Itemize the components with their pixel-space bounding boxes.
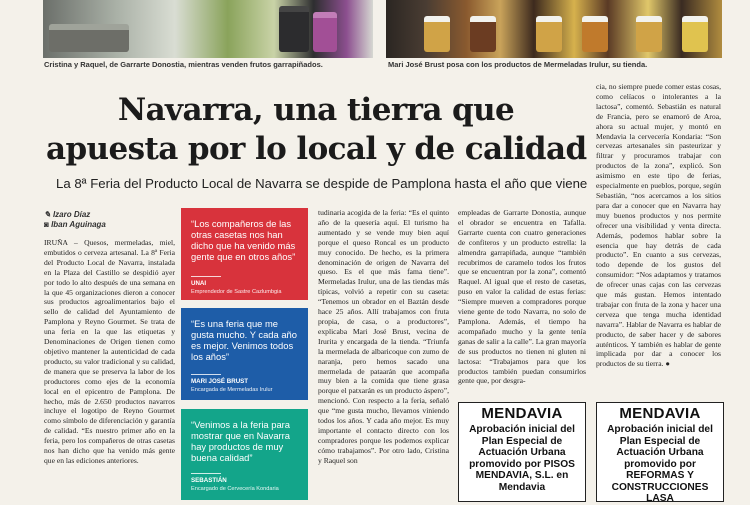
quote-text: “Es una feria que me gusta mucho. Y cada año es mejor. Venimos todos los años” — [191, 318, 297, 362]
quote-box-sebastian — [181, 409, 308, 500]
quote-name: MARI JOSÉ BRUST — [191, 378, 249, 385]
article-column-2: tudinaria acogida de la feria: “Es el quinto año de la quesería aquí. El turismo ha aumentado y se vende muy bien aquí porque el queso Roncal es un producto muy conocido. De hecho, es la primera denominación de origen de Navarra del queso. Es el que más fama tiene”. Mermeladas Irulur, una de las tiendas más típicas, volvió a repetir con su caseta: “Tenemos un obrador en el Baztán desde hace 25 años. Allí trabajamos con fruta propia, de casa, o a productores”, explicaba Mari José Brust, vecina de Irurita y encargada de la tienda. “Triunfa la mermelada de albaricoque con zumo de naranja, pero hemos sacado una mermelada de pataarán que acompaña muy bien a la comida que tiene grasa porque el patxarán es un producto áspero”, mencionó. Con respecto a la feria, señaló que “me gusta mucho, llevamos viniendo todos los años. Y cada año mejor. Es muy importante el contacto directo con los compradores porque les podemos explicar cómo trabajamos”. Por otro lado, Cristina y Raquel son — [318, 208, 449, 465]
headline-line-2: apuesta por lo local y de calidad — [46, 131, 587, 167]
legal-notice-ad-2 — [596, 402, 724, 502]
byline-photographer: ◙ Iban Aguinaga — [44, 220, 106, 229]
quote-box-mari-jose — [181, 308, 308, 400]
article-column-3: empleadas de Garrarte Donostia, aunque el obrador se encuentra en Tafalla. Garrarte cuenta con cuatro generaciones de confiteros y un producto estrella: la almendra garrapiñada, aunque “también recubrimos de caramelo todos los frutos que se encuentran por la zona”, comentó Raquel. Al igual que el resto de casetas, puso en valor la calidad de estas ferias: “Siempre mueven a compradores porque viene gente de todo Navarra, no solo de Pamplona. Además, el tiempo ha acompañado mucho y la gente tenía ganas de salir a la calle”. La gran mayoría de sus productos no tienen ni gluten ni lactosa: “Trabajamos para que los productos también puedan consumirlos gente que, por desgra- — [458, 208, 586, 386]
quote-name: SEBASTIÁN — [191, 477, 227, 484]
ad-body: Aprobación inicial del Plan Especial de Actuación Urbana promovido por PISOS MENDAVIA, S.L. en Mendavia — [469, 424, 575, 493]
quote-text: “Venimos a la feria para mostrar que en Navarra hay productos de muy buena calidad” — [191, 419, 291, 463]
quote-role: Emprendedor de Sastre Cazlumbgia — [191, 289, 282, 295]
article-column-1: IRUÑA – Quesos, mermeladas, miel, embutidos o cerveza artesanal. La 8ª Feria del Producto Local de Navarra, instalada en la Plaza del Castillo se despidió ayer por todo lo alto después de una semana en la que 45 organizaciones dieron a conocer sus productos agroalimentarios bajo el sello de calidad del Ayuntamiento de Pamplona y Reyno Gourmet. Se trata de una feria en la que las etiquetas y Denominaciones de Origen tienen como objetivo mantener la autenticidad de cada producto, su valor tradicional y su calidad, de manera que se preserva la labor de los productores como ejes de la economía local en el epicentro de Pamplona. De hecho, más de 2.650 productos navarros incluye el logotipo de Reyno Gourmet como símbolo de diferenciación y garantía de calidad. “Es nuestro primer año en la feria, pero los compañeros de otras casetas nos han dicho que ha venido más gente que en las ediciones anteriores. — [44, 238, 175, 465]
quote-role: Encargada de Mermeladas Irulur — [191, 387, 273, 393]
byline-author: ✎ Izaro Díaz — [44, 210, 91, 219]
article-column-4: cia, no siempre puede comer estas cosas, como celíacos o intolerantes a la lactosa”, comentó. Sebastián es natural de Francia, pero se enamoró de Aroa, ahora su actual mujer, y montó en Mendavia la cervecería Kondaria: “Son cervezas artesanales sin pasteurizar y filtrar y procuramos trabajar con productos de la zona”, explicó. Son asimismo en este tipo de ferias, especialmente en pueblos, porque, según Sebastián, “nos acercamos a los sitios para dar a conocer que en Navarra hay muy buenos productos y nos permite ofrecer una visibilidad y venta directa. Además, podemos hablar sobre la esencia que hay detrás de cada producto”. En cuanto a sus cervezas, todo depende de los gustos del consumidor: “Nos adaptamos y tratamos de ofrecer unas cajas con las cervezas que más gustan. Hemos intentado trabajar con fruta de la zona y hacer una cerveza que tenga mucha identidad navarra”. Hablar de Navarra es hablar de producto, de saber hacer y de sabores auténticos. Y también es hablar de gente implicada por dar a conocer los productos de su tierra. ● — [596, 82, 721, 369]
quote-divider — [191, 473, 221, 474]
photo-left-caption: Cristina y Raquel, de Garrarte Donostia, mientras venden frutos garrapiñados. — [44, 60, 323, 69]
quote-divider — [191, 374, 221, 375]
legal-notice-ad-1 — [458, 402, 586, 502]
pencil-icon: ✎ — [44, 210, 53, 219]
ad-body: Aprobación inicial del Plan Especial de Actuación Urbana promovido por REFORMAS Y CONSTRUCCIONES LASA — [607, 424, 713, 504]
ad-title: MENDAVIA — [619, 405, 701, 422]
ad-title: MENDAVIA — [481, 405, 563, 422]
camera-icon: ◙ — [44, 220, 52, 229]
photo-right-caption: Mari José Brust posa con los productos de Mermeladas Irulur, su tienda. — [388, 60, 648, 69]
headline-line-1: Navarra, una tierra que — [117, 92, 515, 128]
quote-divider — [191, 276, 221, 277]
photo-right — [386, 0, 722, 58]
photo-left — [43, 0, 373, 58]
quote-box-unai — [181, 208, 308, 300]
quote-role: Encargado de Cervecería Kondaria — [191, 486, 279, 492]
quote-text: “Los compañeros de las otras casetas nos han dicho que ha venido más gente que en otros años” — [191, 218, 296, 262]
subheadline: La 8ª Feria del Producto Local de Navarra se despide de Pamplona hasta el año que viene — [56, 176, 588, 191]
quote-name: UNAI — [191, 280, 207, 287]
